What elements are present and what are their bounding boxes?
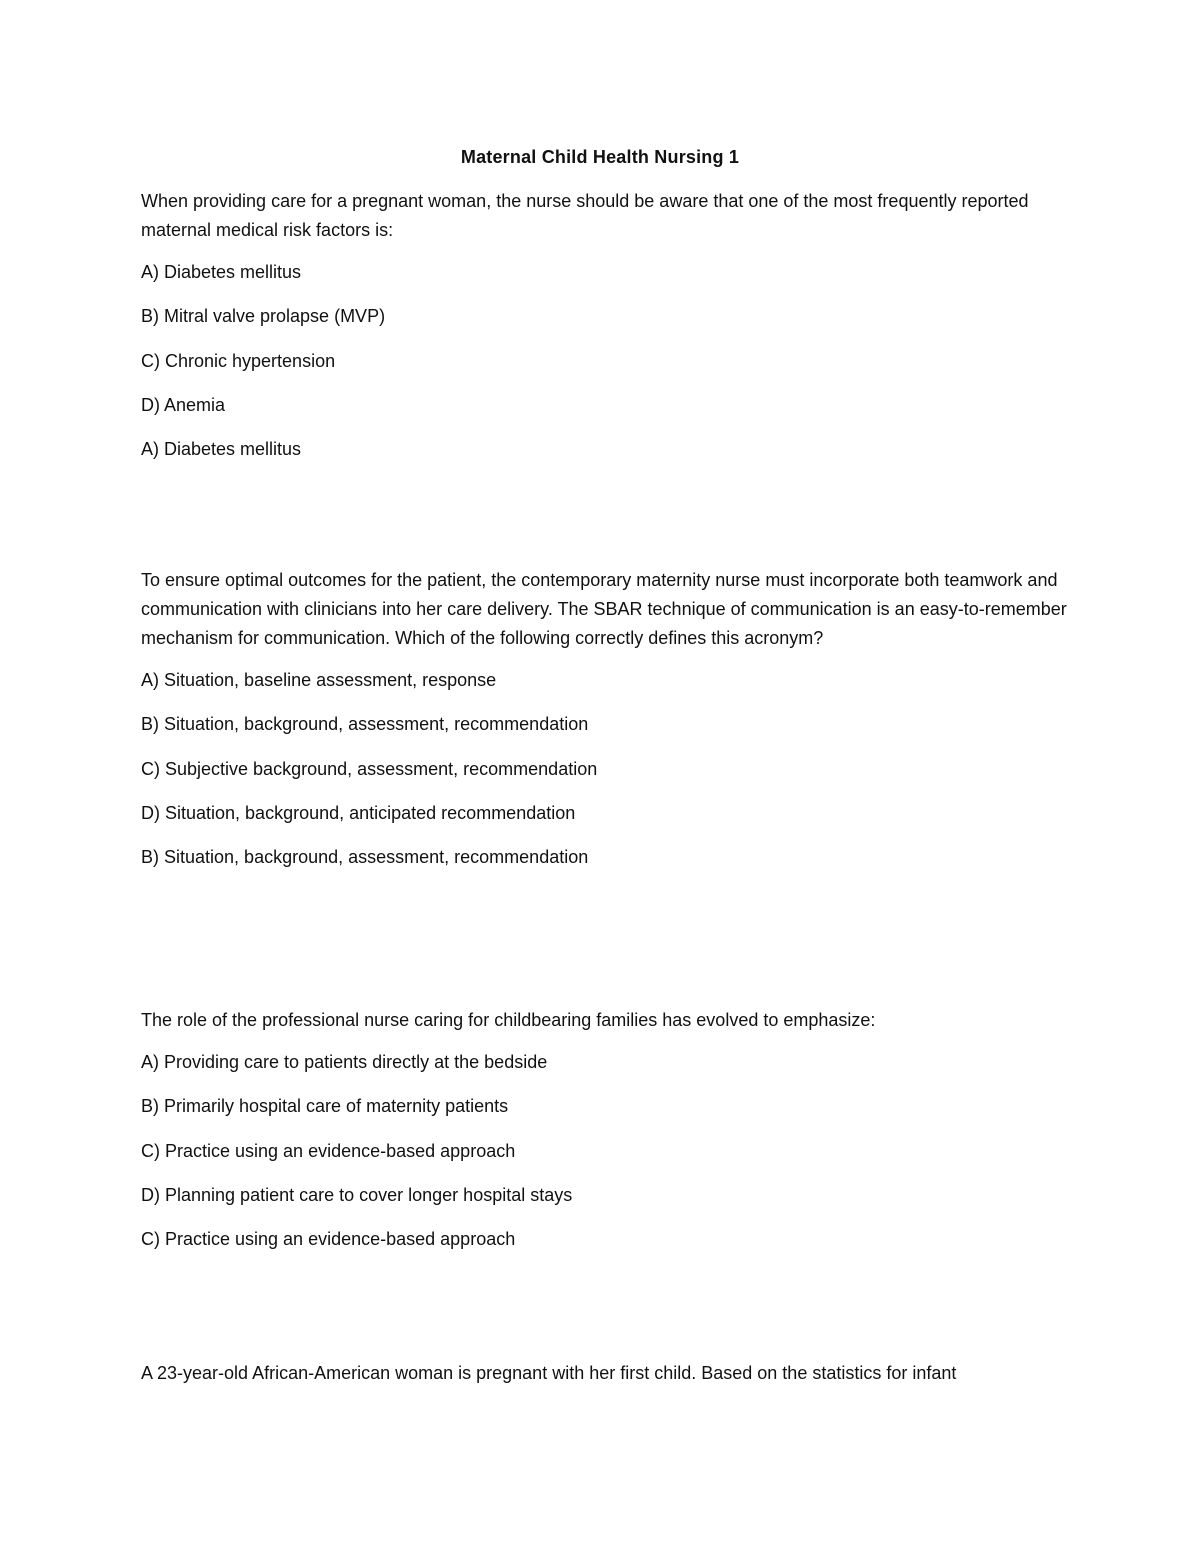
question-text: A 23-year-old African-American woman is pregnant with her first child. Based on the statistics for infant bbox=[141, 1363, 957, 1383]
answer-line: B) Situation, background, assessment, recommendation bbox=[141, 847, 589, 868]
answer-line: C) Practice using an evidence-based approach bbox=[141, 1229, 516, 1250]
option-list bbox=[141, 1050, 1071, 1271]
question-block-1 bbox=[141, 187, 1071, 481]
option-d: D) Situation, background, anticipated recommendation bbox=[141, 802, 576, 823]
option-c: C) Chronic hypertension bbox=[141, 350, 336, 371]
answer-line: A) Diabetes mellitus bbox=[141, 439, 302, 460]
option-a: A) Providing care to patients directly at the bedside bbox=[141, 1052, 548, 1072]
option-c: C) Subjective background, assessment, recommendation bbox=[141, 758, 598, 779]
option-b: B) Situation, background, assessment, recommendation bbox=[141, 714, 589, 735]
option-c: C) Practice using an evidence-based approach bbox=[141, 1140, 516, 1161]
option-a: A) Diabetes mellitus bbox=[141, 262, 302, 282]
option-list bbox=[141, 260, 1071, 481]
question-text: When providing care for a pregnant woman, the nurse should be aware that one of the most frequently reported maternal medical risk factors is: bbox=[141, 191, 1029, 240]
question-text: The role of the professional nurse caring for childbearing families has evolved to emphasize: bbox=[141, 1010, 876, 1030]
question-text: To ensure optimal outcomes for the patient, the contemporary maternity nurse must incorporate both teamwork and communication with clinicians into her care delivery. The SBAR technique of communication is an easy-to-remember mechanism for communication. Which of the following correctly defines this acronym? bbox=[141, 570, 1067, 648]
option-list bbox=[141, 668, 1071, 889]
question-block-2 bbox=[141, 566, 1071, 889]
document-title: Maternal Child Health Nursing 1 bbox=[460, 147, 740, 167]
question-block-4 bbox=[141, 1359, 1071, 1388]
option-b: B) Primarily hospital care of maternity patients bbox=[141, 1096, 509, 1117]
question-block-3 bbox=[141, 1006, 1071, 1271]
option-a: A) Situation, baseline assessment, response bbox=[141, 670, 497, 690]
option-b: B) Mitral valve prolapse (MVP) bbox=[141, 306, 386, 327]
option-d: D) Planning patient care to cover longer hospital stays bbox=[141, 1184, 573, 1205]
option-d: D) Anemia bbox=[141, 394, 226, 415]
